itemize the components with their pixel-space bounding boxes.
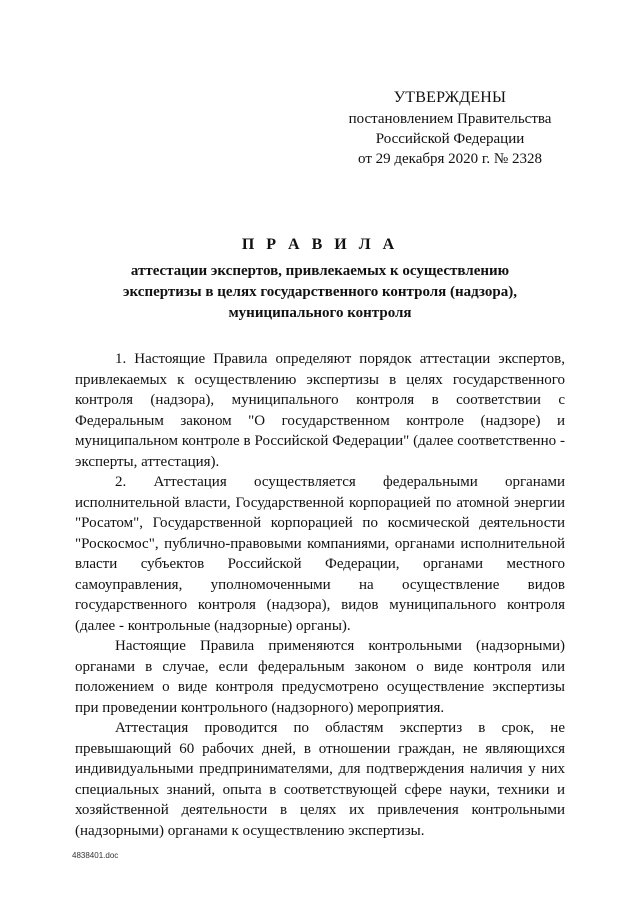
document-title: П Р А В И Л А: [241, 236, 399, 253]
document-subtitle: аттестации экспертов, привлекаемых к осуществлению экспертизы в целях государственного контроля (надзора), муниципального контроля: [123, 263, 517, 321]
approval-line-government: Российской Федерации: [375, 131, 525, 147]
paragraph-1: 1. Настоящие Правила определяют порядок аттестации экспертов, привлекаемых к осуществлению экспертизы в целях государственного контроля (надзора), муниципального контроля в соответствии с Федеральным законом "О государственном контроле (надзоре) и муниципальном контроле в Российской Федерации" (далее соответственно - эксперты, аттестация).: [75, 351, 565, 470]
document-body: [75, 349, 565, 841]
approval-heading: УТВЕРЖДЕНЫ: [393, 89, 507, 106]
approval-line-decree: постановлением Правительства: [348, 111, 552, 127]
file-name-footer: 4838401.doc: [72, 851, 119, 860]
approval-block: [347, 88, 553, 169]
approval-line-date-number: от 29 декабря 2020 г. № 2328: [358, 151, 542, 167]
paragraph-4: Аттестация проводится по областям экспертиз в срок, не превышающий 60 рабочих дней, в отношении граждан, не являющихся индивидуальными предпринимателями, для подтверждения наличия у них специальных знаний, опыта в соответствующей сфере науки, техники и хозяйственной деятельности в целях их привлечения контрольными (надзорными) органами к осуществлению экспертизы.: [75, 720, 565, 839]
paragraph-3: Настоящие Правила применяются контрольными (надзорными) органами в случае, если федеральным законом о виде контроля или положением о виде контроля предусмотрено осуществление экспертизы при проведении контрольного (надзорного) мероприятия.: [75, 638, 565, 716]
paragraph-2: 2. Аттестация осуществляется федеральными органами исполнительной власти, Государственной корпорацией по атомной энергии "Росатом", Государственной корпорацией по космической деятельности "Роскосмос", публично-правовыми компаниями, органами исполнительной власти субъектов Российской Федерации, органами местного самоуправления, уполномоченными на осуществление видов государственного контроля (надзора), видов муниципального контроля (далее - контрольные (надзорные) органы).: [75, 474, 565, 634]
